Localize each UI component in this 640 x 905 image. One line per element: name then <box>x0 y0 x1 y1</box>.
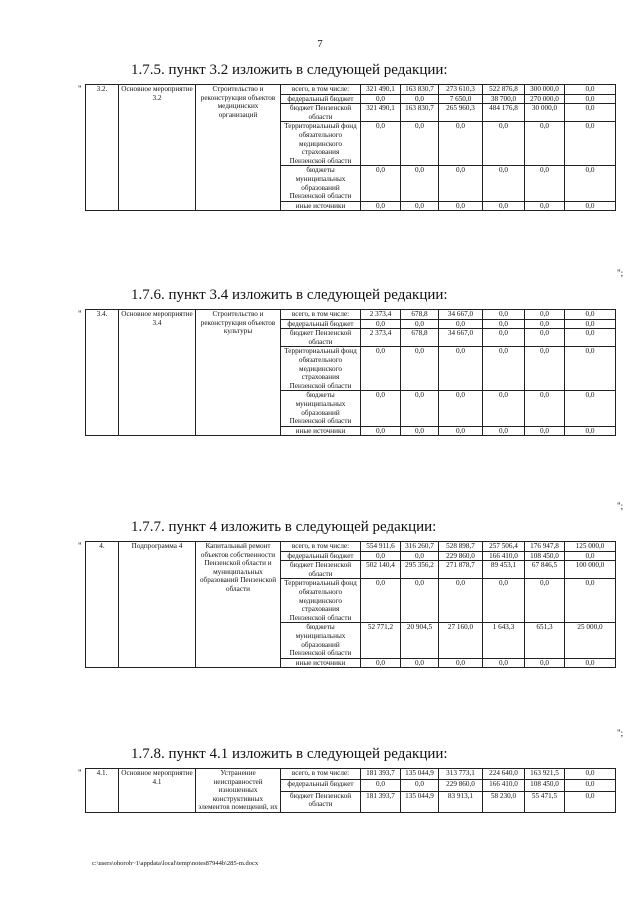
amount-cell: 34 667,0 <box>439 310 483 320</box>
amount-cell: 163 830,7 <box>401 104 439 122</box>
amount-cell: 0,0 <box>401 201 439 211</box>
amount-cell: 0,0 <box>565 310 616 320</box>
section-title: 1.7.7. пункт 4 изложить в следующей редакции: <box>131 519 437 535</box>
amount-cell: 27 160,0 <box>439 623 483 658</box>
amount-cell: 25 000,0 <box>565 623 616 658</box>
amount-cell: 0,0 <box>361 347 401 391</box>
amount-cell: 0,0 <box>565 122 616 166</box>
amount-cell: 0,0 <box>361 391 401 426</box>
amount-cell: 0,0 <box>565 166 616 201</box>
amount-cell: 229 860,0 <box>439 551 483 561</box>
amount-cell: 0,0 <box>565 658 616 668</box>
footer-file-path: c:\users\ohoroh~1\appdata\local\temp\notes87944b\285-m.docx <box>92 860 259 867</box>
amount-cell: 229 860,0 <box>439 780 483 791</box>
program-table <box>85 541 616 668</box>
amount-cell: 0,0 <box>565 579 616 623</box>
amount-cell: 0,0 <box>439 391 483 426</box>
amount-cell: 20 904,5 <box>401 623 439 658</box>
amount-cell: 0,0 <box>525 658 565 668</box>
amount-cell: 0,0 <box>361 551 401 561</box>
amount-cell: 135 044,9 <box>401 791 439 812</box>
item-number: 4. <box>86 542 119 668</box>
amount-cell: 528 898,7 <box>439 542 483 552</box>
amount-cell: 0,0 <box>565 791 616 812</box>
funding-source: федеральный бюджет <box>281 551 361 561</box>
amount-cell: 89 453,1 <box>483 561 525 579</box>
amount-cell: 0,0 <box>439 122 483 166</box>
amount-cell: 316 260,7 <box>401 542 439 552</box>
amount-cell: 0,0 <box>401 551 439 561</box>
amount-cell: 0,0 <box>361 658 401 668</box>
close-quote: "; <box>617 501 624 511</box>
amount-cell: 52 771,2 <box>361 623 401 658</box>
item-description: Капитальный ремонт объектов собственности Пензенской области и муниципальных образований Пензенской области <box>196 542 281 668</box>
amount-cell: 0,0 <box>565 104 616 122</box>
amount-cell: 0,0 <box>361 579 401 623</box>
funding-source: иные источники <box>281 426 361 436</box>
table-row <box>86 310 616 320</box>
amount-cell: 484 176,8 <box>483 104 525 122</box>
amount-cell: 0,0 <box>483 347 525 391</box>
open-quote: " <box>78 541 82 551</box>
amount-cell: 0,0 <box>565 85 616 95</box>
amount-cell: 313 773,1 <box>439 769 483 780</box>
amount-cell: 0,0 <box>525 166 565 201</box>
amount-cell: 0,0 <box>439 426 483 436</box>
funding-source: иные источники <box>281 201 361 211</box>
funding-source: всего, в том числе: <box>281 542 361 552</box>
amount-cell: 271 878,7 <box>439 561 483 579</box>
item-description: Строительство и реконструкция объектов медицинских организаций <box>196 85 281 211</box>
item-number: 3.4. <box>86 310 119 436</box>
funding-source: бюджеты муниципальных образований Пензенской области <box>281 391 361 426</box>
amount-cell: 224 640,0 <box>483 769 525 780</box>
amount-cell: 58 230,0 <box>483 791 525 812</box>
item-name: Основное мероприятие 4.1 <box>119 769 196 813</box>
funding-source: федеральный бюджет <box>281 94 361 104</box>
amount-cell: 0,0 <box>439 319 483 329</box>
item-name: Основное мероприятие 3.4 <box>119 310 196 436</box>
page-number: 7 <box>317 38 323 50</box>
amount-cell: 0,0 <box>483 329 525 347</box>
amount-cell: 30 000,0 <box>525 104 565 122</box>
amount-cell: 0,0 <box>565 94 616 104</box>
open-quote: " <box>78 84 82 94</box>
amount-cell: 321 490,1 <box>361 85 401 95</box>
funding-source: бюджет Пензенской области <box>281 104 361 122</box>
amount-cell: 0,0 <box>483 201 525 211</box>
amount-cell: 0,0 <box>361 319 401 329</box>
amount-cell: 0,0 <box>525 310 565 320</box>
amount-cell: 108 450,0 <box>525 551 565 561</box>
funding-source: бюджет Пензенской области <box>281 561 361 579</box>
amount-cell: 0,0 <box>483 319 525 329</box>
amount-cell: 166 410,0 <box>483 780 525 791</box>
amount-cell: 257 506,4 <box>483 542 525 552</box>
close-quote: "; <box>617 728 624 738</box>
amount-cell: 2 373,4 <box>361 329 401 347</box>
amount-cell: 0,0 <box>565 329 616 347</box>
amount-cell: 0,0 <box>525 201 565 211</box>
section-title: 1.7.5. пункт 3.2 изложить в следующей редакции: <box>131 62 448 78</box>
program-table <box>85 768 616 813</box>
amount-cell: 0,0 <box>483 579 525 623</box>
amount-cell: 0,0 <box>401 319 439 329</box>
section-title: 1.7.8. пункт 4.1 изложить в следующей редакции: <box>131 746 448 762</box>
amount-cell: 83 913,1 <box>439 791 483 812</box>
amount-cell: 163 830,7 <box>401 85 439 95</box>
amount-cell: 176 947,8 <box>525 542 565 552</box>
amount-cell: 0,0 <box>483 426 525 436</box>
amount-cell: 0,0 <box>439 347 483 391</box>
item-name: Основное мероприятие 3.2 <box>119 85 196 211</box>
amount-cell: 0,0 <box>483 658 525 668</box>
funding-source: Территориальный фонд обязательного медицинского страхования Пензенской области <box>281 579 361 623</box>
item-name: Подпрограмма 4 <box>119 542 196 668</box>
amount-cell: 0,0 <box>401 780 439 791</box>
amount-cell: 0,0 <box>401 579 439 623</box>
funding-source: федеральный бюджет <box>281 780 361 791</box>
amount-cell: 0,0 <box>525 319 565 329</box>
amount-cell: 0,0 <box>401 166 439 201</box>
amount-cell: 0,0 <box>525 122 565 166</box>
amount-cell: 163 921,5 <box>525 769 565 780</box>
amount-cell: 108 450,0 <box>525 780 565 791</box>
item-description: Устранение неисправностей изношенных конструктивных элементов помещений, их <box>196 769 281 813</box>
amount-cell: 0,0 <box>361 201 401 211</box>
funding-source: Территориальный фонд обязательного медицинского страхования Пензенской области <box>281 347 361 391</box>
program-table <box>85 84 616 211</box>
amount-cell: 0,0 <box>565 551 616 561</box>
amount-cell: 0,0 <box>525 579 565 623</box>
amount-cell: 0,0 <box>483 391 525 426</box>
amount-cell: 1 643,3 <box>483 623 525 658</box>
amount-cell: 0,0 <box>565 347 616 391</box>
amount-cell: 0,0 <box>525 391 565 426</box>
amount-cell: 0,0 <box>439 658 483 668</box>
table-row <box>86 542 616 552</box>
amount-cell: 265 960,3 <box>439 104 483 122</box>
amount-cell: 7 650,0 <box>439 94 483 104</box>
amount-cell: 678,8 <box>401 310 439 320</box>
table-row <box>86 769 616 780</box>
amount-cell: 166 410,0 <box>483 551 525 561</box>
amount-cell: 522 876,8 <box>483 85 525 95</box>
funding-source: всего, в том числе: <box>281 310 361 320</box>
funding-source: бюджет Пензенской области <box>281 791 361 812</box>
funding-source: всего, в том числе: <box>281 769 361 780</box>
amount-cell: 0,0 <box>361 780 401 791</box>
amount-cell: 0,0 <box>401 658 439 668</box>
amount-cell: 100 000,0 <box>565 561 616 579</box>
amount-cell: 0,0 <box>361 94 401 104</box>
open-quote: " <box>78 768 82 778</box>
amount-cell: 678,8 <box>401 329 439 347</box>
amount-cell: 0,0 <box>401 426 439 436</box>
amount-cell: 554 911,6 <box>361 542 401 552</box>
item-description: Строительство и реконструкция объектов культуры <box>196 310 281 436</box>
funding-source: Территориальный фонд обязательного медицинского страхования Пензенской области <box>281 122 361 166</box>
funding-source: иные источники <box>281 658 361 668</box>
amount-cell: 0,0 <box>401 391 439 426</box>
amount-cell: 0,0 <box>483 166 525 201</box>
item-number: 4.1. <box>86 769 119 813</box>
funding-source: бюджет Пензенской области <box>281 329 361 347</box>
amount-cell: 0,0 <box>401 122 439 166</box>
amount-cell: 0,0 <box>401 347 439 391</box>
amount-cell: 55 471,5 <box>525 791 565 812</box>
amount-cell: 502 140,4 <box>361 561 401 579</box>
amount-cell: 67 846,5 <box>525 561 565 579</box>
funding-source: всего, в том числе: <box>281 85 361 95</box>
amount-cell: 181 393,7 <box>361 791 401 812</box>
amount-cell: 270 000,0 <box>525 94 565 104</box>
table-row <box>86 85 616 95</box>
amount-cell: 0,0 <box>361 166 401 201</box>
amount-cell: 0,0 <box>565 426 616 436</box>
close-quote: "; <box>617 268 624 278</box>
amount-cell: 321 490,1 <box>361 104 401 122</box>
funding-source: бюджеты муниципальных образований Пензенской области <box>281 166 361 201</box>
amount-cell: 38 700,0 <box>483 94 525 104</box>
item-number: 3.2. <box>86 85 119 211</box>
amount-cell: 0,0 <box>565 769 616 780</box>
amount-cell: 0,0 <box>361 426 401 436</box>
amount-cell: 0,0 <box>483 122 525 166</box>
amount-cell: 0,0 <box>439 579 483 623</box>
amount-cell: 0,0 <box>565 780 616 791</box>
amount-cell: 0,0 <box>525 347 565 391</box>
amount-cell: 0,0 <box>401 94 439 104</box>
amount-cell: 0,0 <box>483 310 525 320</box>
amount-cell: 273 610,3 <box>439 85 483 95</box>
amount-cell: 651,3 <box>525 623 565 658</box>
amount-cell: 300 000,0 <box>525 85 565 95</box>
program-table <box>85 309 616 436</box>
amount-cell: 135 044,9 <box>401 769 439 780</box>
amount-cell: 0,0 <box>565 391 616 426</box>
section-title: 1.7.6. пункт 3.4 изложить в следующей редакции: <box>131 287 448 303</box>
open-quote: " <box>78 309 82 319</box>
amount-cell: 0,0 <box>525 426 565 436</box>
amount-cell: 181 393,7 <box>361 769 401 780</box>
amount-cell: 295 356,2 <box>401 561 439 579</box>
amount-cell: 0,0 <box>565 201 616 211</box>
amount-cell: 0,0 <box>439 201 483 211</box>
amount-cell: 0,0 <box>565 319 616 329</box>
amount-cell: 0,0 <box>439 166 483 201</box>
amount-cell: 2 373,4 <box>361 310 401 320</box>
amount-cell: 34 667,0 <box>439 329 483 347</box>
amount-cell: 125 000,0 <box>565 542 616 552</box>
amount-cell: 0,0 <box>361 122 401 166</box>
funding-source: бюджеты муниципальных образований Пензенской области <box>281 623 361 658</box>
amount-cell: 0,0 <box>525 329 565 347</box>
funding-source: федеральный бюджет <box>281 319 361 329</box>
